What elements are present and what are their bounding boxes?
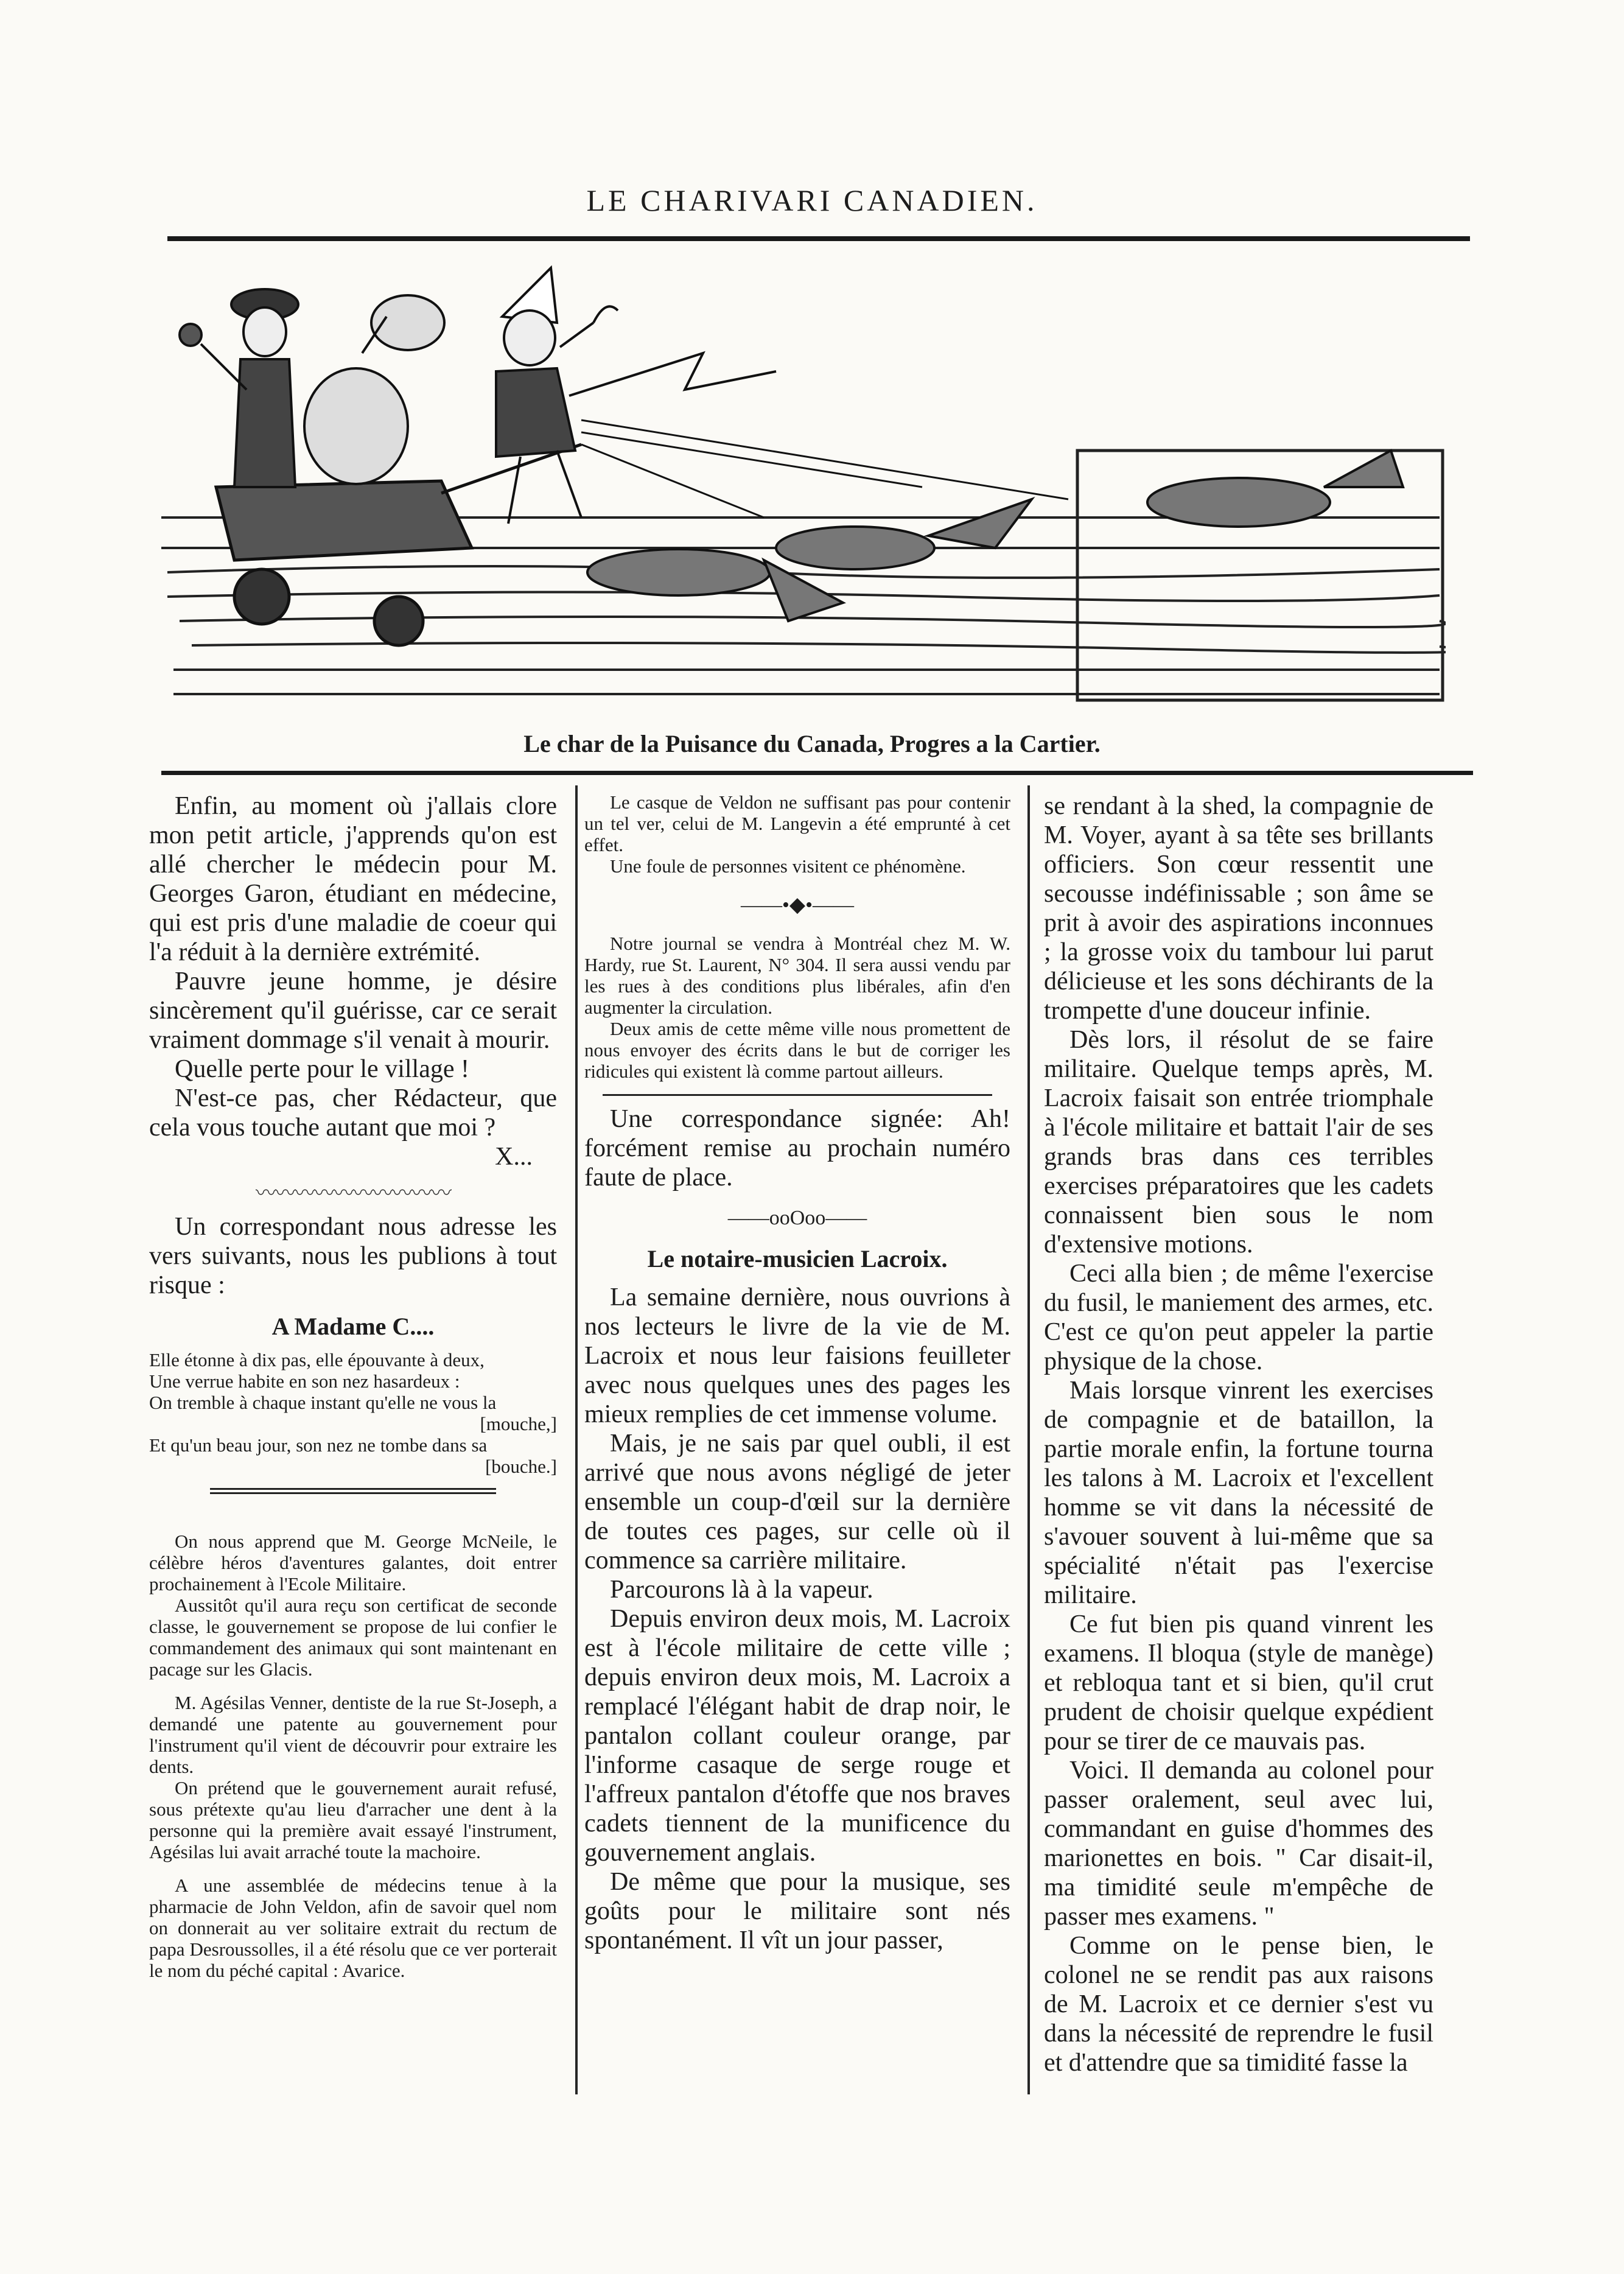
double-rule xyxy=(210,1492,496,1494)
column-divider-right xyxy=(1027,785,1030,2094)
article-paragraph: Parcourons là à la vapeur. xyxy=(610,1576,873,1604)
woodcut-illustration xyxy=(155,231,1446,712)
poem-title: A Madame C.... xyxy=(271,1313,435,1340)
column-divider-left xyxy=(575,785,578,2094)
column-middle xyxy=(584,791,1010,1955)
article-paragraph: Depuis environ deux mois, M. Lacroix est à l'école militaire de cette ville ; depuis environ deux mois, M. Lacroix a remplacé l'élégant habit de drap noir, le pantalon collant couleur orange, par l'informe casaque de serge rouge et l'affreux pantalon d'étoffe que nos braves cadets tiennent de la munificence du gouvernement anglais. xyxy=(584,1605,1010,1867)
poem-line: Et qu'un beau jour, son nez ne tombe dans sa xyxy=(149,1434,488,1456)
article-paragraph: Pauvre jeune homme, je désire sincèrement qu'il guérisse, car ce serait vraiment dommage s'il venait à mourir. xyxy=(149,967,557,1054)
correspondence-note: Une correspondance signée: Ah! forcément remise au prochain numéro faute de place. xyxy=(584,1105,1010,1191)
news-item: On nous apprend que M. George McNeile, le célèbre héros d'aventures galantes, doit entrer prochainement à l'Ecole Militaire. xyxy=(149,1531,557,1595)
news-item: On prétend que le gouvernement aurait refusé, sous prétexte qu'au lieu d'arracher une dent à la personne qui la première avait essayé l'instrument, Agésilas lui avait arraché toute la machoire. xyxy=(149,1777,557,1862)
article-paragraph: Dès lors, il résolut de se faire militaire. Quelque temps après, M. Lacroix faisait son entrée triomphale à l'école militaire et battait l'air de ses grands bras dans ces terribles exercises préparatoires que les cadets connaissent bien sous le nom d'extensive motions. xyxy=(1044,1026,1433,1258)
article-paragraph: N'est-ce pas, cher Rédacteur, que cela vous touche autant que moi ? xyxy=(149,1084,557,1142)
article-paragraph: Voici. Il demanda au colonel pour passer oralement, seul avec lui, commandant en guise d'hommes des marionettes en bois. " Car disait-il, ma timidité seule m'empêche de passer mes examens. " xyxy=(1044,1756,1433,1931)
signature: X... xyxy=(495,1143,533,1171)
column-right xyxy=(1044,791,1433,2077)
ornament-separator: ——ooOoo—— xyxy=(727,1207,867,1229)
driver-figure xyxy=(496,268,776,524)
seated-man-figure xyxy=(180,289,298,487)
newspaper-title: LE CHARIVARI CANADIEN. xyxy=(586,183,1038,217)
poem-line-end: [bouche.] xyxy=(485,1456,557,1477)
poem-line: Une verrue habite en son nez hasardeux : xyxy=(149,1370,460,1392)
section-rule xyxy=(603,1094,992,1096)
poem-line: Elle étonne à dix pas, elle épouvante à deux, xyxy=(149,1349,485,1370)
notice-item: Deux amis de cette même ville nous promettent de nous envoyer des écrits dans le but de corriger les ridicules qui existent là comme partout ailleurs. xyxy=(584,1018,1010,1082)
article-paragraph: Ce fut bien pis quand vinrent les examens. Il bloqua (style de manège) et rebloqua tant et si bien, qu'il crut prudent de choisir quelque expédient pour se tirer de ce mauvais pas. xyxy=(1044,1610,1433,1755)
notice-item: Notre journal se vendra à Montréal chez M. W. Hardy, rue St. Laurent, N° 304. Il sera aussi vendu par les rues à des conditions plus libérales, afin d'en augmenter la circulation. xyxy=(584,933,1010,1018)
article-ending-paragraph: Enfin, au moment où j'allais clore mon petit article, j'apprends qu'on est allé chercher le médecin pour M. Georges Garon, étudiant en médecine, qui est pris d'une maladie de coeur qui l'a réduit à la dernière extrémité. xyxy=(149,792,557,966)
article-paragraph: Quelle perte pour le village ! xyxy=(175,1055,469,1083)
article-paragraph: De même que pour la musique, ses goûts pour le militaire sont nés spontanément. Il vît un jour passer, xyxy=(584,1868,1010,1954)
poem-intro: Un correspondant nous adresse les vers suivants, nous les publions à tout risque : xyxy=(149,1213,557,1299)
column-left xyxy=(149,791,557,1981)
article-paragraph: La semaine dernière, nous ouvrions à nos lecteurs le livre de la vie de M. Lacroix et nous leur faisions feuilleter avec nous quelques unes des pages les mieux remplies de cet immense volume. xyxy=(584,1283,1010,1428)
article-paragraph: se rendant à la shed, la compagnie de M. Voyer, ayant à sa tête ses brillants officiers. Son cœur ressentit une secousse indéfinissable ; son âme se prit à avoir des aspirations inconnues ; la grosse voix du tambour lui parut délicieuse et les sons déchirants de la trompette d'une douceur infinie. xyxy=(1044,792,1433,1025)
lobster-figures xyxy=(587,451,1403,621)
ornament-separator: ——•◆•—— xyxy=(741,894,854,916)
article-paragraph: Mais lorsque vinrent les exercises de compagnie et de bataillon, la partie morale enfin, la fortune tourna les talons à M. Lacroix et l'excellent homme se vit dans la nécessité de s'avouer souvent à lui-même que sa spécialité n'était pas l'exercise militaire. xyxy=(1044,1377,1433,1609)
news-item: M. Agésilas Venner, dentiste de la rue St-Joseph, a demandé une patente au gouvernement pour l'instrument qu'il vient de découvrir pour extraire les dents. xyxy=(149,1692,557,1777)
article-paragraph: Mais, je ne sais par quel oubli, il est arrivé que nous avons négligé de jeter ensemble un coup-d'œil sur la dernière de toutes ces pages, sur celle où il commence sa carrière militaire. xyxy=(584,1430,1010,1574)
news-item: A une assemblée de médecins tenue à la pharmacie de John Veldon, afin de savoir quel nom on donnerait au ver solitaire extrait du rectum de papa Desroussolles, il a été résolu que ce ver porterait le nom du péché capital : Avarice. xyxy=(149,1875,557,1981)
wavy-separator: 〰〰〰〰〰〰〰〰〰〰 xyxy=(256,1182,450,1205)
article-paragraph: Comme on le pense bien, le colonel ne se rendit pas aux raisons de M. Lacroix et ce dernier s'est vu dans la nécessité de reprendre le fusil et d'attendre que sa timidité fasse la xyxy=(1044,1932,1433,2077)
news-item: Une foule de personnes visitent ce phénomène. xyxy=(610,855,966,877)
illustration-caption: Le char de la Puisance du Canada, Progres a la Cartier. xyxy=(523,730,1101,757)
news-item: Le casque de Veldon ne suffisant pas pour contenir un tel ver, celui de M. Langevin a été emprunté à cet effet. xyxy=(584,791,1010,855)
double-rule xyxy=(210,1488,496,1490)
pig-figure xyxy=(304,295,444,484)
poem-line: On tremble à chaque instant qu'elle ne vous la xyxy=(149,1392,497,1413)
poem-line-end: [mouche,] xyxy=(480,1413,557,1434)
article-heading: Le notaire-musicien Lacroix. xyxy=(647,1245,948,1272)
news-item: Aussitôt qu'il aura reçu son certificat de seconde classe, le gouvernement se propose de lui confier le commandement des animaux qui sont maintenant en pacage sur les Glacis. xyxy=(149,1595,557,1680)
caption-rule xyxy=(161,771,1473,775)
article-paragraph: Ceci alla bien ; de même l'exercise du fusil, le maniement des armes, etc. C'est ce qu'on peut appeler la partie physique de la chose. xyxy=(1044,1260,1433,1375)
reins xyxy=(581,420,1068,518)
